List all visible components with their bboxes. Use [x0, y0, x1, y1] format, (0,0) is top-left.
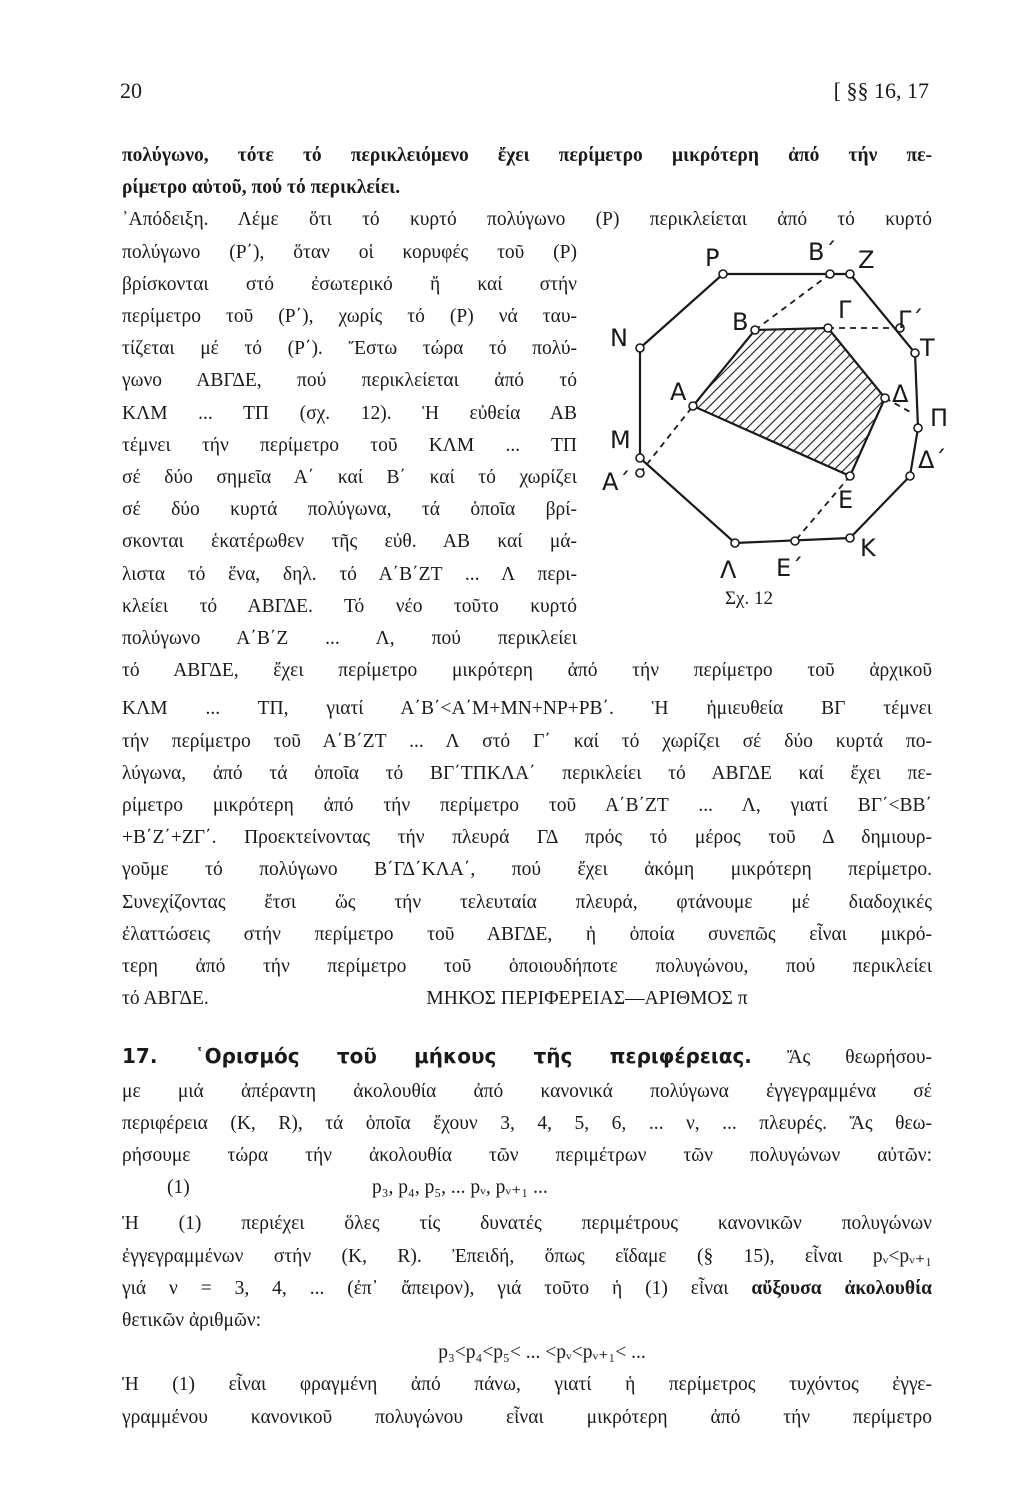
label-B: Β [732, 308, 749, 336]
sequence-line [122, 1172, 932, 1208]
text-line: περιφέρεια (Κ, R), τά ὁποῖα ἔχουν 3, 4, 5, 6, ... ν, ... πλευρές. Ἄς θεω- [122, 1112, 932, 1134]
label-T: Τ [920, 334, 935, 362]
text-line: θετικῶν ἀριθμῶν: [122, 1309, 262, 1331]
text-fragment: τέμνει [883, 698, 932, 720]
label-B1: Β΄ [808, 238, 837, 266]
chapter-heading: ΜΗΚΟΣ ΠΕΡΙΦΕΡΕΙΑΣ—ΑΡΙΘΜΟΣ π [426, 988, 748, 1010]
section-reference: [ §§ 16, 17 [833, 78, 929, 103]
text-line: ἐλαττώσεις στήν περίμετρο τοῦ ΑΒΓΔΕ, ἡ ὁποία συνεπῶς εἶναι μικρό- [122, 923, 932, 945]
dashed-line-ab [640, 406, 693, 473]
label-N: Ν [610, 324, 628, 352]
page-number: 20 [120, 78, 142, 103]
figure-12-diagram [580, 238, 960, 638]
text-line: βρίσκονται στό ἐσωτερικό ἤ καί στήν [122, 273, 577, 295]
text-line: ρήσουμε τώρα τήν ἀκολουθία τῶν περιμέτρων τῶν πολυγώνων αὐτῶν: [122, 1145, 932, 1167]
text-fragment: Ἄς θεωρήσου- [787, 1046, 932, 1068]
label-E: Ε [838, 486, 854, 514]
text-fragment: γιά ν = 3, 4, ... (ἐπ᾿ ἄπειρον), γιά τοῦτο ἡ (1) εἶναι [122, 1277, 729, 1299]
label-A: Α [670, 378, 687, 406]
label-G: Γ [838, 296, 852, 324]
text-line-vector [122, 693, 932, 725]
inequality-formula: p₃<p₄<p₅< ... <pᵥ<pᵥ₊₁< ... [438, 1342, 646, 1364]
section-17-first-line [122, 1038, 932, 1076]
text-line: τέμνει τήν περίμετρο τοῦ ΚΛΜ ... ΤΠ [122, 434, 577, 456]
label-Pi: Π [930, 404, 949, 432]
inner-polygon [693, 328, 885, 476]
text-line: με μιά ἀπέραντη ἀκολουθία ἀπό κανονικά πολύγωνα ἐγγεγραμμένα σέ [122, 1080, 932, 1102]
label-G1: Γ΄ [898, 306, 924, 334]
text-line: τίζεται μέ τό (Ρ΄). Ἔστω τώρα τό πολύ- [122, 338, 577, 360]
vector-ray: → ΒΓ [821, 693, 845, 725]
text-line: +Β΄Ζ΄+ΖΓ΄. Προεκτείνοντας τήν πλευρά ΓΔ πρός τό μέρος τοῦ Δ δημιουρ- [122, 827, 932, 849]
label-Z: Ζ [858, 246, 875, 274]
label-D: Δ [892, 380, 909, 408]
text-line: Συνεχίζοντας ἔτσι ὥς τήν τελευταία πλευρά, φτάνουμε μέ διαδοχικές [122, 891, 932, 913]
page-header [120, 78, 929, 108]
section-title: 17. ῾Ορισμός τοῦ μήκους τῆς περιφέρειας. [122, 1043, 752, 1068]
equation-label: (1) [167, 1177, 190, 1199]
text-line: ρίμετρο μικρότερη ἀπό τήν περίμετρο τοῦ Α΄Β΄ΖΤ ... Λ, γιατί ΒΓ΄<ΒΒ΄ [122, 795, 932, 817]
text-line: τό ΑΒΓΔΕ. [122, 988, 209, 1010]
label-P: Ρ [705, 244, 720, 272]
text-line: γοῦμε τό πολύγωνο Β΄ΓΔ΄ΚΛΑ΄, πού ἔχει ἀκόμη μικρότερη περίμετρο. [122, 859, 932, 881]
text-line-bold-phrase [122, 1273, 932, 1305]
text-line: λύγωνα, ἀπό τά ὁποῖα τό ΒΓ΄ΤΠΚΛΑ΄ περικλείει τό ΑΒΓΔΕ καί ἔχει πε- [122, 762, 932, 784]
text-line: τό ΑΒΓΔΕ, ἔχει περίμετρο μικρότερη ἀπό τήν περίμετρο τοῦ ἀρχικοῦ [122, 660, 932, 682]
text-line: τήν περίμετρο τοῦ Α΄Β΄ΖΤ ... Λ στό Γ΄ καί τό χωρίζει σέ δύο κυρτά πο- [122, 730, 932, 752]
label-L: Λ [720, 556, 737, 584]
text-line: γραμμένου κανονικοῦ πολυγώνου εἶναι μικρότερη ἀπό τήν περίμετρο [122, 1406, 932, 1428]
text-line: πολύγωνο (Ρ΄), ὅταν οἱ κορυφές τοῦ (Ρ) [122, 241, 577, 263]
text-fragment: ΚΛΜ ... ΤΠ, γιατί Α΄Β΄<Α΄Μ+ΜΝ+ΝΡ+ΡΒ΄. Ἡ ἡμιευθεία [122, 698, 784, 720]
text-line: πολύγωνο, τότε τό περικλειόμενο ἔχει περίμετρο μικρότερη ἀπό τήν πε- [122, 145, 932, 166]
text-line: κλείει τό ΑΒΓΔΕ. Τό νέο τοῦτο κυρτό [122, 595, 577, 617]
sequence-expression: p₃, p₄, p₅, ... pᵥ, pᵥ₊₁ ... [372, 1177, 548, 1199]
label-D1: Δ΄ [918, 446, 947, 474]
text-line: ρίμετρο αὐτοῦ, πού τό περικλείει. [122, 177, 401, 199]
text-line: τερη ἀπό τήν περίμετρο τοῦ ὁποιουδήποτε πολυγώνου, πού περικλείει [122, 956, 932, 978]
text-line: πολύγωνο Α΄Β΄Ζ ... Λ, πού περικλείει [122, 628, 577, 650]
text-line: σέ δύο κυρτά πολύγωνα, τά ὁποῖα βρί- [122, 499, 577, 521]
text-line: Ἡ (1) περιέχει ὅλες τίς δυνατές περιμέτρους κανονικῶν πολυγώνων [122, 1213, 932, 1235]
text-line: σέ δύο σημεῖα Α΄ καί Β΄ καί τό χωρίζει [122, 467, 577, 489]
text-line: λιστα τό ἕνα, δηλ. τό Α΄Β΄ΖΤ ... Λ περι- [122, 563, 577, 585]
text-line: γωνο ΑΒΓΔΕ, πού περικλείεται ἀπό τό [122, 370, 577, 392]
dashed-line-bb1 [755, 274, 830, 330]
text-line: ΚΛΜ ... ΤΠ (σχ. 12). Ἡ εὐθεία ΑΒ [122, 402, 577, 424]
text-line: Ἡ (1) εἶναι φραγμένη ἀπό πάνω, γιατί ἡ περίμετρος τυχόντος ἐγγε- [122, 1374, 932, 1396]
label-K: Κ [860, 534, 876, 562]
text-line: ᾿Απόδειξη. Λέμε ὅτι τό κυρτό πολύγωνο (Ρ) περικλείεται ἀπό τό κυρτό [122, 209, 932, 231]
text-line: σκονται ἑκατέρωθεν τῆς εὐθ. ΑΒ καί μά- [122, 531, 577, 553]
text-line: ἐγγεγραμμένων στήν (Κ, R). Ἐπειδή, ὅπως εἴδαμε (§ 15), εἶναι pᵥ<pᵥ₊₁ [122, 1245, 932, 1267]
figure-caption: Σχ. 12 [725, 588, 773, 609]
label-E1: Ε΄ [776, 554, 804, 582]
label-A1: Α΄ [602, 468, 631, 496]
bold-term: αὔξουσα ἀκολουθία [751, 1277, 932, 1299]
text-line: περίμετρο τοῦ (Ρ΄), χωρίς τό (Ρ) νά ταυ- [122, 306, 577, 328]
label-M: Μ [610, 426, 631, 454]
